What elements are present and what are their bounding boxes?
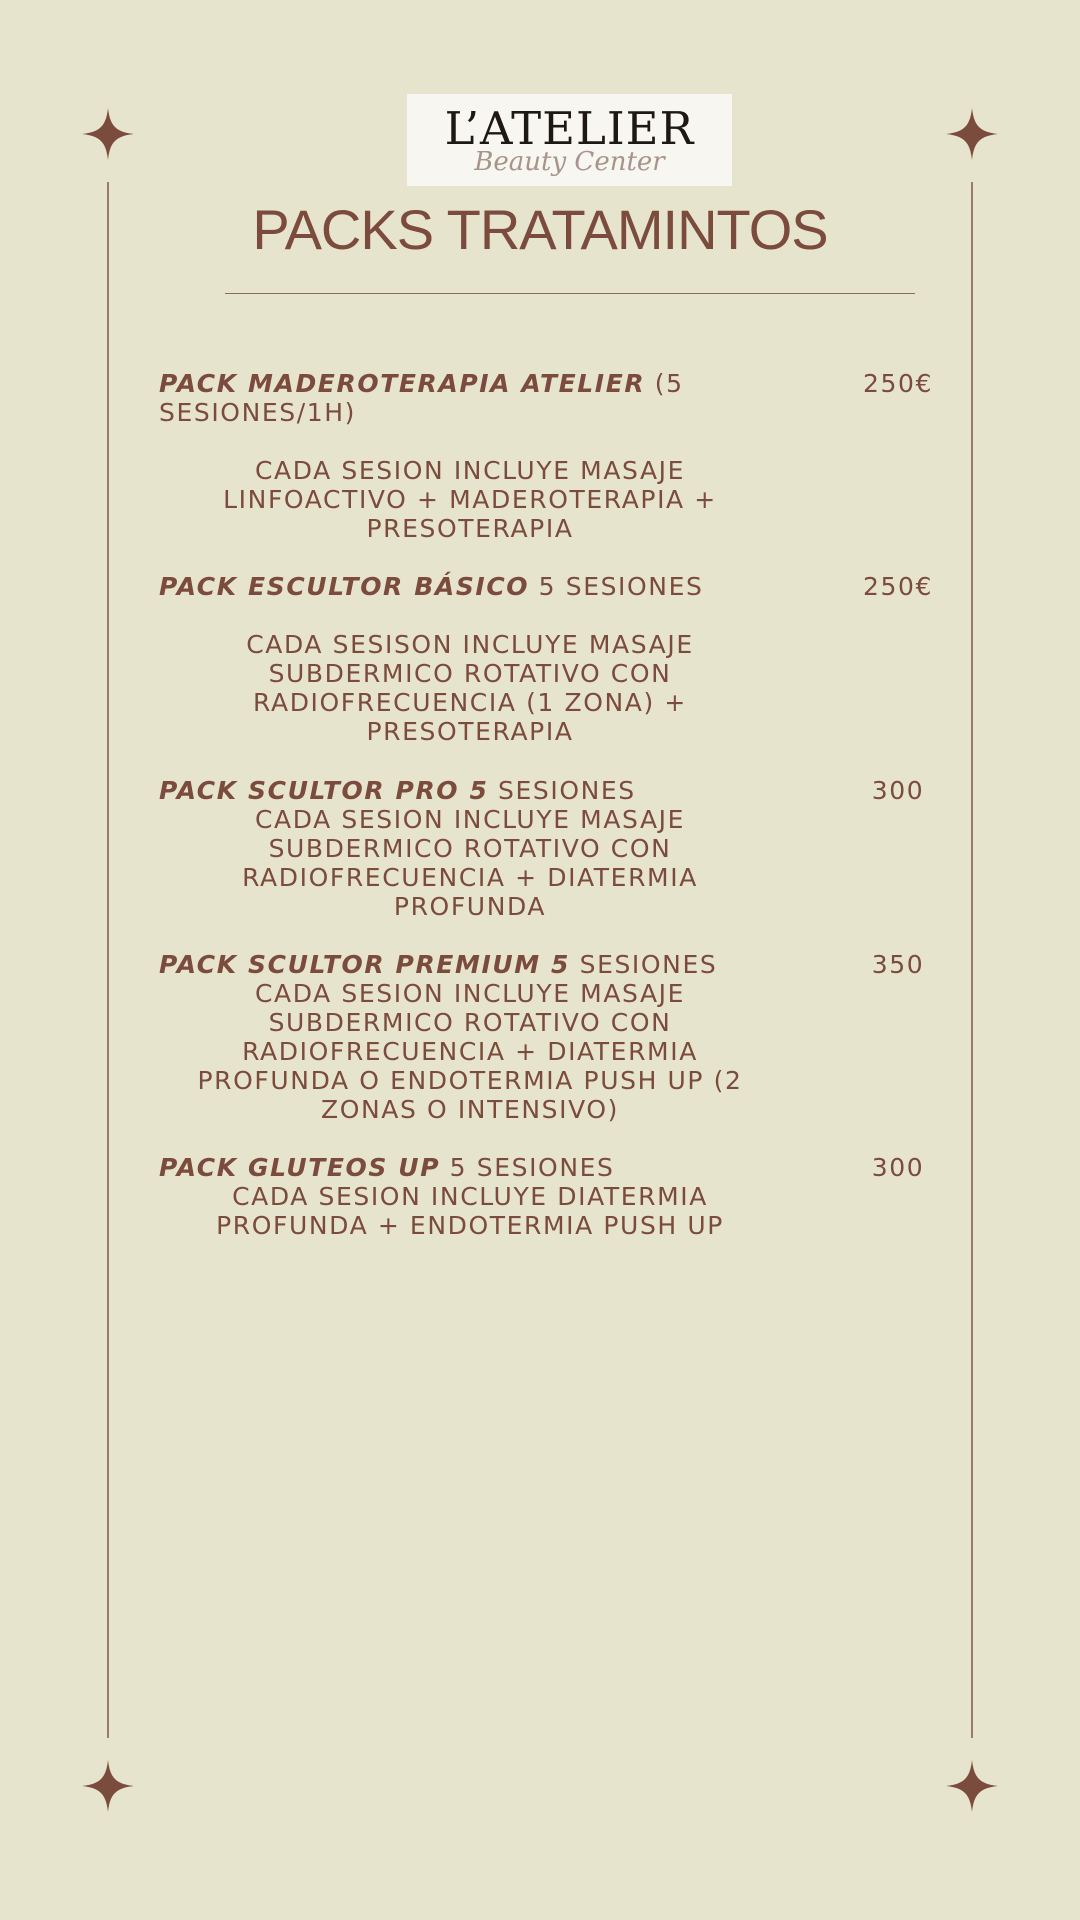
pack-description: CADA SESISON INCLUYE MASAJE SUBDERMICO ROTATIVO CON RADIOFRECUENCIA (1 ZONA) + PRESOTERAPIA (246, 630, 694, 746)
pack-description: CADA SESION INCLUYE MASAJE LINFOACTIVO + MADEROTERAPIA + PRESOTERAPIA (223, 456, 717, 543)
pack-price: 300 (871, 1153, 925, 1182)
star-icon (946, 108, 998, 160)
pack-name: PACK SCULTOR PREMIUM 5 (159, 950, 571, 979)
pack-name: PACK ESCULTOR BÁSICO (159, 572, 530, 601)
pack-price: 300 (871, 776, 925, 805)
pack-name: PACK SCULTOR PRO 5 (159, 776, 489, 805)
right-border-line (971, 182, 973, 1738)
pack-heading (159, 1153, 719, 1182)
pack-price: 250€ (862, 369, 934, 398)
pack-detail: 5 SESIONES (440, 1153, 615, 1182)
left-border-line (107, 182, 109, 1738)
star-icon (82, 108, 134, 160)
pack-heading (159, 776, 719, 805)
brand-name: L’ATELIER (444, 102, 695, 155)
page-title: PACKS TRATAMINTOS (252, 198, 828, 261)
pack-detail: (5 SESIONES/1H) (159, 369, 684, 427)
pack-detail: SESIONES (488, 776, 636, 805)
pack-detail: 5 SESIONES (529, 572, 704, 601)
pack-heading (159, 572, 719, 601)
pack-description: CADA SESION INCLUYE MASAJE SUBDERMICO ROTATIVO CON RADIOFRECUENCIA + DIATERMIA PROFUNDA O ENDOTERMIA PUSH UP (2 ZONAS O INTENSIVO) (197, 979, 743, 1124)
brand-tagline: Beauty Center (474, 147, 665, 177)
title-divider (225, 293, 915, 294)
pack-price: 350 (871, 950, 925, 979)
brand-logo (407, 94, 732, 186)
pack-heading (159, 369, 719, 427)
pack-price: 250€ (862, 572, 934, 601)
pack-description: CADA SESION INCLUYE MASAJE SUBDERMICO ROTATIVO CON RADIOFRECUENCIA + DIATERMIA PROFUNDA (242, 805, 698, 921)
star-icon (82, 1760, 134, 1812)
pack-name: PACK MADEROTERAPIA ATELIER (159, 369, 646, 398)
pack-description: CADA SESION INCLUYE DIATERMIA PROFUNDA + ENDOTERMIA PUSH UP (216, 1182, 724, 1240)
pack-heading (159, 950, 719, 979)
pack-name: PACK GLUTEOS UP (159, 1153, 441, 1182)
star-icon (946, 1760, 998, 1812)
pack-detail: SESIONES (570, 950, 718, 979)
